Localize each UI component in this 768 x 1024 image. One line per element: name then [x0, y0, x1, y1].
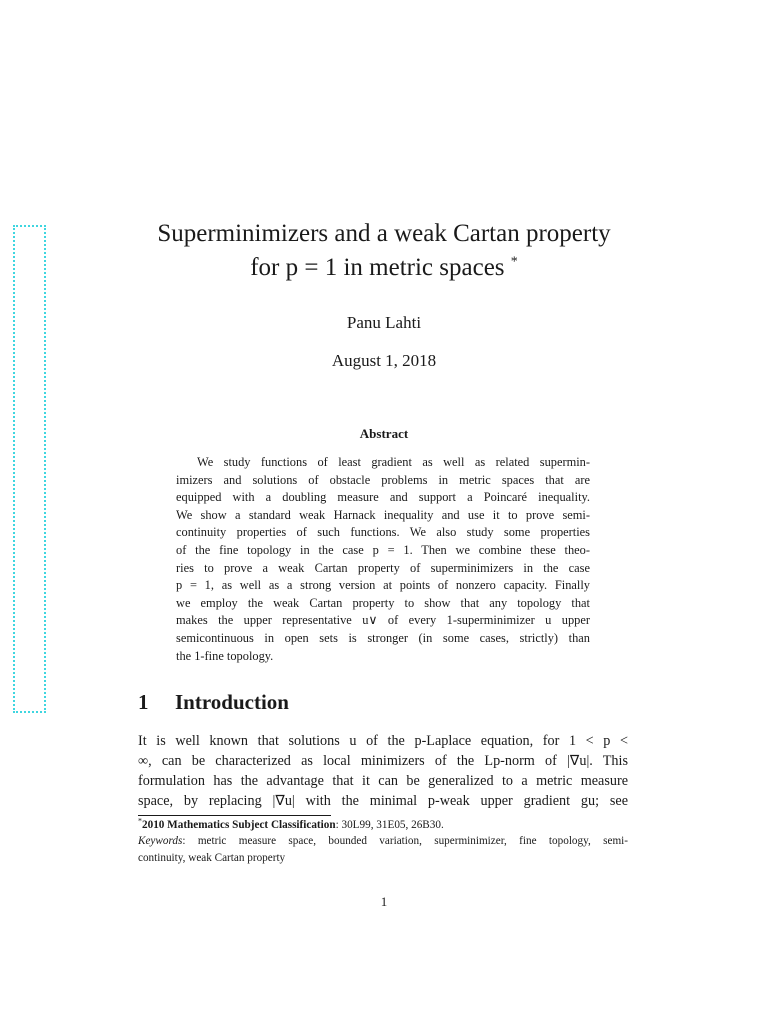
keywords-text-2: continuity, weak Cartan property [138, 851, 286, 864]
intro-line: It is well known that solutions u of the p-Laplace equation, for 1 < p < [138, 733, 628, 749]
abstract-line: equipped with a doubling measure and support a Poincaré inequality. [176, 490, 590, 505]
paper-title-line-2-text: for p = 1 in metric spaces [250, 254, 505, 281]
title-footnote-mark: * [510, 254, 518, 270]
paper-date: August 1, 2018 [331, 351, 437, 370]
footnote-keywords [138, 833, 628, 849]
abstract-line: continuity properties of such functions. We also study some properties [176, 525, 590, 540]
keywords-label: Keywords [138, 835, 183, 848]
abstract-body [176, 454, 590, 665]
msc-codes: : 30L99, 31E05, 26B30. [335, 819, 444, 831]
paper-title-line-2 [0, 251, 768, 285]
abstract-line: the 1-fine topology. [176, 648, 274, 663]
abstract-line: of the fine topology in the case p = 1. Then we combine these theo- [176, 542, 590, 557]
abstract-line: ries to prove a weak Cartan property of superminimizers in the case [176, 560, 590, 575]
section-number: 1 [138, 690, 149, 714]
footnote [138, 817, 628, 866]
intro-line: space, by replacing |∇u| with the minimal p-weak upper gradient gu; see [138, 793, 628, 809]
section-title: Introduction [175, 690, 289, 714]
abstract-line: makes the upper representative u∨ of every 1-superminimizer u upper [176, 613, 590, 628]
abstract-heading: Abstract [359, 426, 409, 441]
abstract-line: We study functions of least gradient as well as related supermin- [197, 455, 590, 469]
keywords-text-1: : metric measure space, bounded variation, superminimizer, fine topology, semi- [182, 835, 628, 848]
abstract-line: we employ the weak Cartan property to show that any topology that [176, 595, 590, 610]
msc-label: 2010 Mathematics Subject Classification [142, 819, 336, 831]
abstract-line: semicontinuous in open sets is stronger (in some cases, strictly) than [176, 630, 590, 645]
paper-title-line-1: Superminimizers and a weak Cartan property [157, 220, 611, 247]
abstract-line: p = 1, as well as a strong version at points of nonzero capacity. Finally [176, 578, 590, 593]
footnote-msc [138, 817, 628, 833]
section-heading [138, 690, 289, 715]
footnote-rule [138, 815, 331, 816]
abstract-line: We show a standard weak Harnack inequality and use it to prove semi- [176, 507, 590, 522]
intro-line: formulation has the advantage that it can be generalized to a metric measure [138, 773, 628, 789]
arxiv-sidebar-frame [13, 225, 46, 713]
introduction-body [138, 731, 628, 811]
author-name: Panu Lahti [346, 313, 422, 332]
footnote-mark: * [138, 816, 142, 826]
intro-line: ∞, can be characterized as local minimizers of the Lp-norm of |∇u|. This [138, 753, 628, 769]
page-number: 1 [380, 894, 388, 909]
abstract-line: imizers and solutions of obstacle problems in metric spaces that are [176, 472, 590, 487]
